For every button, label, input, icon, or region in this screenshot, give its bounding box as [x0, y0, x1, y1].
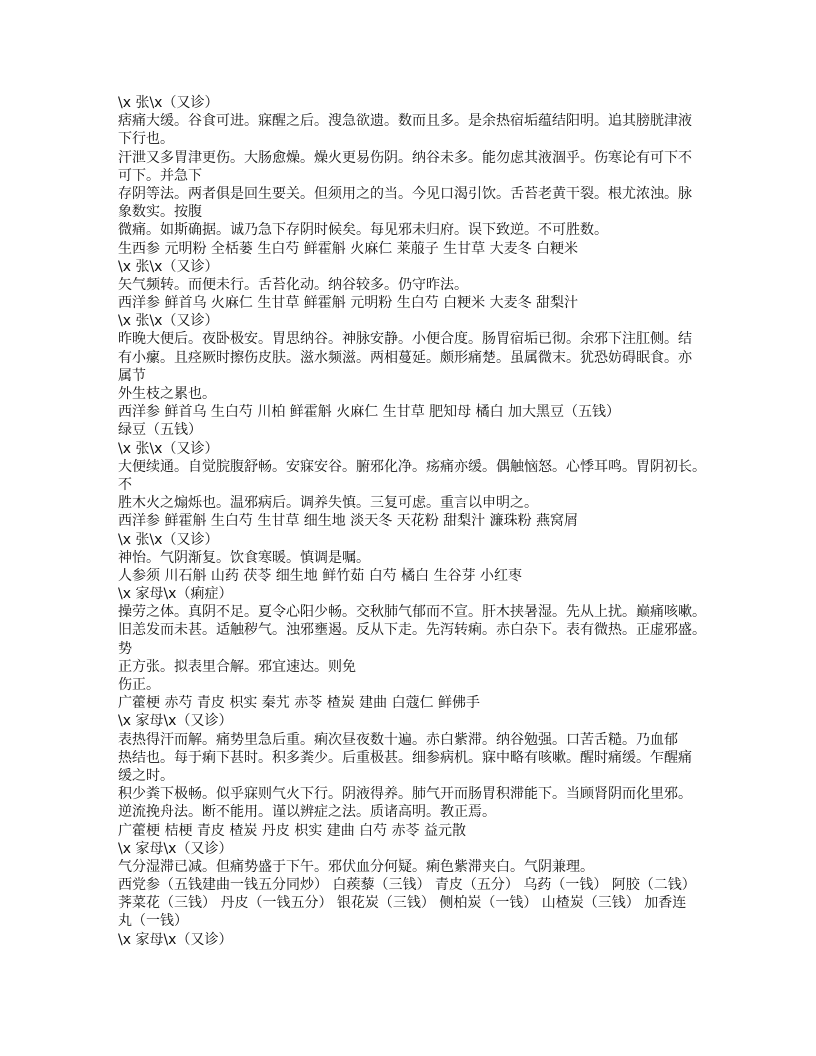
- case-heading: \x 家母\x（又诊）: [118, 713, 233, 730]
- text-line: 逆流挽舟法。断不能用。谨以辨症之法。质诸高明。教正焉。: [118, 804, 496, 821]
- text-line: 西洋参 鲜首乌 生白芍 川柏 鲜霍斛 火麻仁 生甘草 肥知母 橘白 加大黑豆（五钱）: [118, 404, 621, 421]
- text-line: 热结也。每于痢下甚时。积多粪少。后重极甚。细参病机。寐中略有咳嗽。醒时痛缓。乍醒痛: [118, 749, 692, 766]
- text-line: 绿豆（五钱）: [118, 422, 202, 439]
- text-line: 不: [118, 476, 132, 493]
- text-line: 外生枝之累也。: [118, 386, 216, 402]
- text-line: 可下。并急下: [118, 167, 202, 184]
- text-line: 有小瘰。且痉厥时擦伤皮肤。滋水频滋。两相蔓延。颇形痛楚。虽属微末。犹恐妨碍眠食。亦: [118, 349, 692, 366]
- case-heading: \x 张\x（又诊）: [118, 313, 219, 330]
- text-line: 神怡。气阴渐复。饮食寒暖。慎调是嘱。: [118, 549, 370, 566]
- text-line: 微痛。如斯确据。诚乃急下存阴时候矣。每见邪未归府。误下致逆。不可胜数。: [118, 222, 608, 239]
- text-line: 痞痛大缓。谷食可进。寐醒之后。溲急欲遗。数而且多。是余热宿垢蕴结阳明。追其膀胱津液: [118, 113, 692, 130]
- text-line: 缓之时。: [118, 767, 174, 784]
- text-line: 表热得汗而解。痛势里急后重。痢次昼夜数十遍。赤白紫滞。纳谷勉强。口苦舌糙。乃血郁: [118, 731, 678, 748]
- text-line: 势: [118, 640, 132, 657]
- text-line: 下行也。: [118, 131, 174, 148]
- text-line: 昨晚大便后。夜卧极安。胃思纳谷。神脉安静。小便合度。肠胃宿垢已彻。余邪下注肛侧。结: [118, 331, 692, 348]
- text-line: 丸（一钱）: [118, 913, 188, 930]
- text-line: 积少粪下极畅。似乎寐则气火下行。阴液得养。肺气开而肠胃积滞能下。当顾肾阴而化里邪。: [118, 786, 692, 803]
- document-page: [118, 94, 718, 949]
- text-line: 胜木火之煽烁也。温邪病后。调养失慎。三复可虑。重言以申明之。: [118, 495, 538, 512]
- text-line: 汗泄又多胃津更伤。大肠愈燥。燥火更易伤阴。纳谷未多。能勿虑其液涸乎。伤寒论有可下不: [118, 149, 692, 166]
- case-heading: \x 张\x（又诊）: [118, 531, 219, 548]
- text-line: 操劳之体。真阴不足。夏令心阳少畅。交秋肺气郁而不宣。肝木挟暑湿。先从上扰。巅痛咳嗽。: [118, 604, 706, 621]
- case-heading: \x 张\x（又诊）: [118, 95, 219, 111]
- text-line: 西洋参 鲜首乌 火麻仁 生甘草 鲜霍斛 元明粉 生白芍 白粳米 大麦冬 甜梨汁: [118, 295, 579, 312]
- text-line: 广藿梗 赤芍 青皮 枳实 秦艽 赤苓 楂炭 建曲 白蔻仁 鲜佛手: [118, 695, 481, 712]
- case-heading: \x 家母\x（又诊）: [118, 931, 233, 948]
- text-line: 西党参（五钱建曲一钱五分同炒） 白蒺藜（三钱） 青皮（五分） 乌药（一钱） 阿胶（二钱）: [118, 877, 696, 894]
- case-heading: \x 家母\x（痢症）: [118, 586, 233, 603]
- text-line: 正方张。拟表里合解。邪宜速达。则免: [118, 658, 356, 675]
- case-heading: \x 张\x（又诊）: [118, 440, 219, 457]
- case-heading: \x 张\x（又诊）: [118, 258, 219, 275]
- text-line: 存阴等法。两者俱是回生要关。但须用之的当。今见口渴引饮。舌苔老黄干裂。根尤浓浊。脉: [118, 185, 692, 202]
- text-line: 伤正。: [118, 677, 160, 693]
- text-line: 矢气频转。而便未行。舌苔化动。纳谷较多。仍守昨法。: [118, 276, 468, 293]
- text-line: 人参须 川石斛 山药 茯苓 细生地 鲜竹茹 白芍 橘白 生谷芽 小红枣: [118, 567, 523, 584]
- case-heading: \x 家母\x（又诊）: [118, 840, 233, 857]
- text-line: 象数实。按腹: [118, 204, 202, 221]
- text-line: 广藿梗 桔梗 青皮 楂炭 丹皮 枳实 建曲 白芍 赤苓 益元散: [118, 822, 467, 839]
- text-line: 西洋参 鲜霍斛 生白芍 生甘草 细生地 淡天冬 天花粉 甜梨汁 濂珠粉 燕窝屑: [118, 513, 579, 530]
- text-line: 大便续通。自觉脘腹舒畅。安寐安谷。腑邪化净。疡痛亦缓。偶触恼怒。心悸耳鸣。胃阴初长。: [118, 458, 706, 475]
- text-line: 气分湿滞已减。但痛势盛于下午。邪伏血分何疑。痢色紫滞夹白。气阴兼理。: [118, 858, 594, 875]
- text-line: 旧恙发而未甚。适触秽气。浊邪壅遏。反从下走。先泻转痢。赤白杂下。表有微热。正虚邪盛。: [118, 622, 706, 639]
- text-line: 属节: [118, 367, 146, 384]
- text-line: 生西参 元明粉 全栝蒌 生白芍 鲜霍斛 火麻仁 莱菔子 生甘草 大麦冬 白粳米: [118, 240, 579, 257]
- text-line: 荠菜花（三钱） 丹皮（一钱五分） 银花炭（三钱） 侧柏炭（一钱） 山楂炭（三钱） 加香连: [118, 895, 687, 912]
